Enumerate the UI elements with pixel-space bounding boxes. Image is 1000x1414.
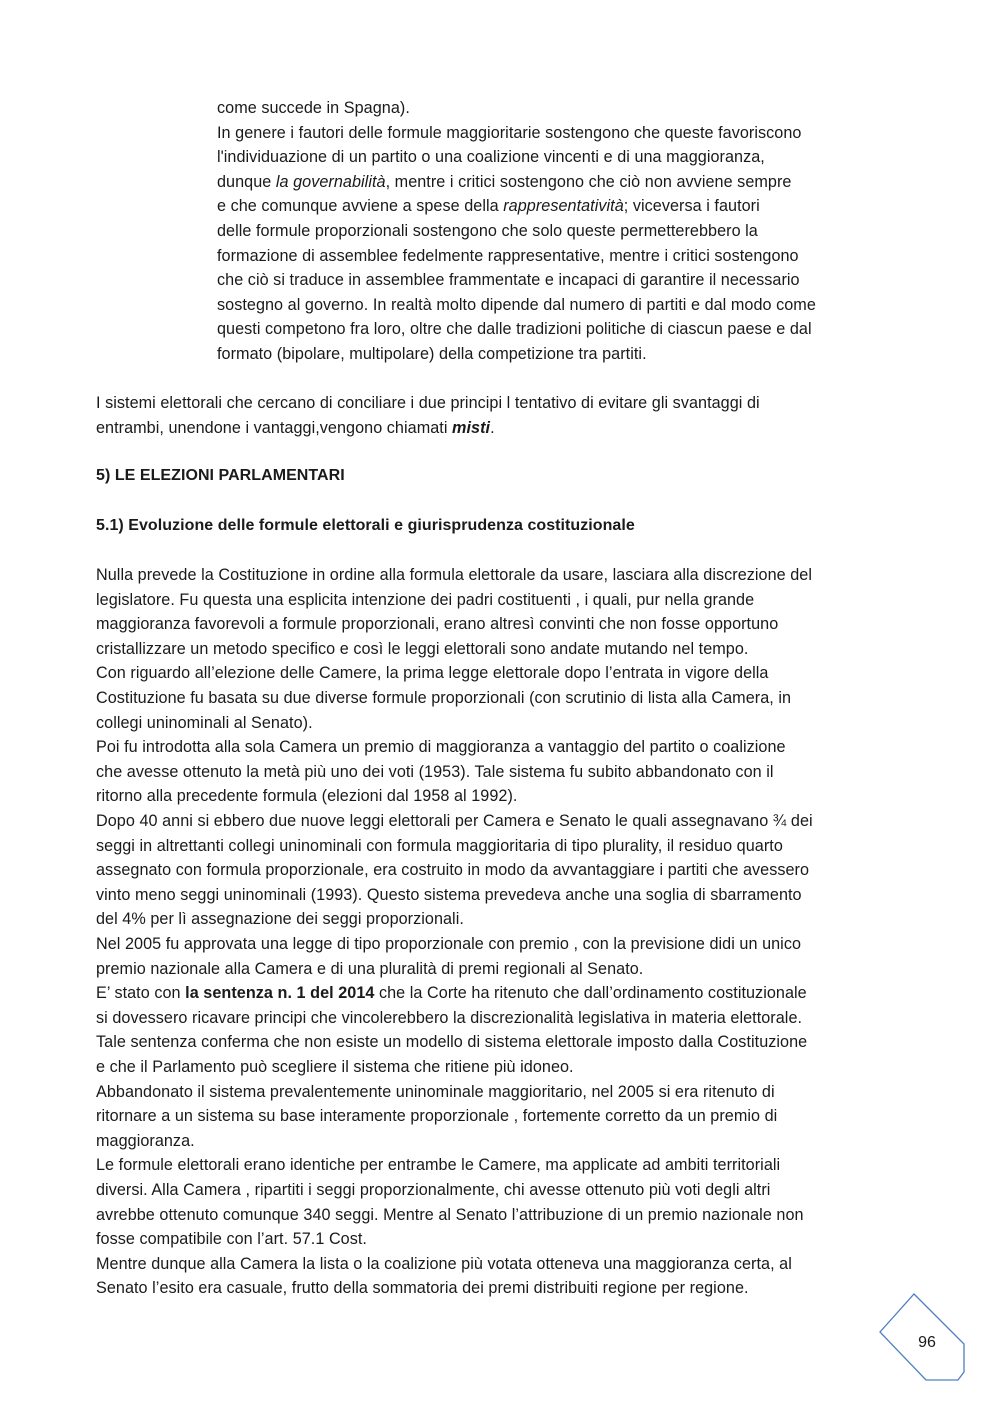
- text-run: che la Corte ha ritenuto che dall’ordinamento costituzionale: [374, 984, 807, 1003]
- text-line: [96, 391, 760, 415]
- text-run: Le formule elettorali erano identiche per entrambe le Camere, ma applicate ad ambiti territoriali: [96, 1156, 781, 1175]
- text-run: vinto meno seggi uninominali (1993). Questo sistema prevedeva anche una soglia di sbarramento: [96, 885, 802, 904]
- text-run: come succede in Spagna).: [217, 99, 410, 117]
- text-line: [96, 907, 464, 931]
- text-run: l'individuazione di un partito o una coalizione vincenti e di una maggioranza,: [217, 148, 765, 167]
- text-run: entrambi, unendone i vantaggi,vengono chiamati: [96, 419, 453, 437]
- text-line: [217, 317, 812, 341]
- text-run: Mentre dunque alla Camera la lista o la coalizione più votata otteneva una maggioranza certa, al: [96, 1254, 792, 1273]
- text-line: [96, 1080, 775, 1104]
- text-line: [96, 1055, 574, 1079]
- text-run: Nel 2005 fu approvata una legge di tipo proporzionale con premio , con la previsione didi un unico: [96, 935, 802, 953]
- text-line: [96, 932, 801, 956]
- text-run: si dovessero ricavare principi che vincolerebbero la discrezionalità legislativa in materia elettorale.: [96, 1008, 803, 1027]
- text-run: Senato l’esito era casuale, frutto della sommatoria dei premi distribuiti regione per regione.: [96, 1279, 749, 1298]
- text-run: formazione di assemblee fedelmente rappresentative, mentre i critici sostengono: [217, 246, 799, 265]
- emphasized-text: misti: [452, 419, 491, 437]
- text-run: Tale sentenza conferma che non esiste un modello di sistema elettorale imposto dalla Costituzione: [96, 1033, 808, 1052]
- text-run: Poi fu introdotta alla sola Camera un premio di maggioranza a vantaggio del partito o coalizione: [96, 738, 786, 757]
- section-heading: 5) LE ELEZIONI PARLAMENTARI: [96, 467, 345, 484]
- text-run: assegnato con formula proporzionale, era costruito in modo da avvantaggiare i partiti che avessero: [96, 861, 810, 880]
- text-line: [217, 293, 816, 317]
- text-line: [217, 96, 410, 120]
- emphasized-text: la sentenza n. 1 del 2014: [185, 984, 375, 1003]
- text-run: In genere i fautori delle formule maggioritarie sostengono che queste favoriscono: [217, 123, 802, 142]
- text-run: ; viceversa i fautori: [623, 197, 760, 216]
- text-line: [217, 194, 760, 218]
- text-line: [96, 883, 802, 907]
- text-run: sostegno al governo. In realtà molto dipende dal numero di partiti e dal modo come: [217, 295, 816, 314]
- text-line: [217, 219, 758, 243]
- emphasized-text: rappresentatività: [503, 197, 624, 216]
- text-run: legislatore. Fu questa una esplicita intenzione dei padri costituenti , i quali, pur nella grande: [96, 590, 755, 609]
- text-run: Dopo 40 anni si ebbero due nuove leggi elettorali per Camera e Senato le quali assegnavano ¾ dei: [96, 812, 813, 830]
- text-line: [217, 145, 765, 169]
- text-line: [217, 121, 801, 145]
- text-line: [96, 1252, 792, 1276]
- text-run: maggioranza.: [96, 1131, 195, 1150]
- page-number: 96: [918, 1334, 936, 1351]
- text-line: [96, 1227, 367, 1251]
- text-run: che avesse ottenuto la metà più uno dei voti (1953). Tale sistema fu subito abbandonato con il: [96, 762, 774, 781]
- text-run: seggi in altrettanti collegi uninominali con formula maggioritaria di tipo plurality, il residuo quarto: [96, 836, 783, 855]
- text-run: delle formule proporzionali sostengono che solo queste permetterebbero la: [217, 222, 758, 240]
- text-line: [96, 416, 495, 440]
- text-line: [96, 834, 783, 858]
- text-run: Abbandonato il sistema prevalentemente uninominale maggioritario, nel 2005 si era ritenuto di: [96, 1082, 775, 1101]
- text-line: [96, 735, 786, 759]
- text-run: che ciò si traduce in assemblee frammentate e incapaci di garantire il necessario: [217, 271, 800, 290]
- text-run: del 4% per lì assegnazione dei seggi proporzionali.: [96, 910, 464, 929]
- text-line: [96, 858, 809, 882]
- text-line: [217, 244, 799, 268]
- text-line: [96, 686, 791, 710]
- text-run: e che comunque avviene a spese della: [217, 197, 504, 216]
- text-run: Con riguardo all’elezione delle Camere, la prima legge elettorale dopo l’entrata in vigore della: [96, 664, 769, 683]
- text-line: [217, 268, 800, 292]
- text-line: [96, 1276, 749, 1300]
- text-line: [96, 1129, 195, 1153]
- text-line: [96, 957, 643, 981]
- text-run: , mentre i critici sostengono che ciò non avviene sempre: [385, 172, 792, 191]
- text-run: diversi. Alla Camera , ripartiti i seggi proporzionalmente, chi avesse ottenuto più voti degli altri: [96, 1181, 771, 1199]
- text-line: [96, 637, 748, 661]
- text-line: [96, 1030, 807, 1054]
- text-run: ritornare a un sistema su base interamente proporzionale , fortemente corretto da un premio di: [96, 1107, 778, 1126]
- text-line: [96, 784, 517, 808]
- text-run: formato (bipolare, multipolare) della competizione tra partiti.: [217, 345, 647, 363]
- emphasized-text: la governabilità: [275, 172, 386, 191]
- text-run: avrebbe ottenuto comunque 340 seggi. Mentre al Senato l’attribuzione di un premio nazionale non: [96, 1205, 804, 1224]
- subsection-heading: 5.1) Evoluzione delle formule elettorali e giurisprudenza costituzionale: [96, 517, 635, 534]
- text-line: [217, 170, 791, 194]
- text-line: [96, 1178, 770, 1202]
- text-line: [96, 1153, 780, 1177]
- text-line: [96, 563, 812, 587]
- text-line: [96, 711, 313, 735]
- text-run: I sistemi elettorali che cercano di conciliare i due principi l tentativo di evitare gli svantaggi di: [96, 394, 760, 412]
- text-run: E’ stato con: [96, 984, 186, 1003]
- text-line: [96, 1006, 802, 1030]
- text-line: [96, 981, 807, 1005]
- text-run: maggioranza favorevoli a formule proporzionali, erano altresì convinti che non fosse opportuno: [96, 615, 779, 634]
- text-line: [96, 1203, 804, 1227]
- text-run: Costituzione fu basata su due diverse formule proporzionali (con scrutinio di lista alla Camera, in: [96, 689, 792, 707]
- text-line: [96, 1104, 777, 1128]
- text-run: e che il Parlamento può scegliere il sistema che ritiene più idoneo.: [96, 1058, 574, 1076]
- text-line: [96, 809, 813, 833]
- text-run: .: [490, 419, 495, 437]
- text-line: [217, 342, 647, 366]
- text-run: questi competono fra loro, oltre che dalle tradizioni politiche di ciascun paese e dal: [217, 320, 812, 339]
- text-run: dunque: [217, 172, 276, 191]
- text-run: premio nazionale alla Camera e di una pluralità di premi regionali al Senato.: [96, 959, 644, 978]
- text-run: collegi uninominali al Senato).: [96, 713, 313, 732]
- text-run: ritorno alla precedente formula (elezioni dal 1958 al 1992).: [96, 787, 518, 806]
- text-line: [96, 661, 768, 685]
- text-run: cristallizzare un metodo specifico e così le leggi elettorali sono andate mutando nel tempo.: [96, 639, 749, 658]
- text-run: fosse compatibile con l’art. 57.1 Cost.: [96, 1230, 367, 1249]
- text-line: [96, 612, 778, 636]
- text-run: Nulla prevede la Costituzione in ordine alla formula elettorale da usare, lasciara alla discrezione del: [96, 566, 812, 584]
- text-line: [96, 588, 754, 612]
- text-line: [96, 760, 774, 784]
